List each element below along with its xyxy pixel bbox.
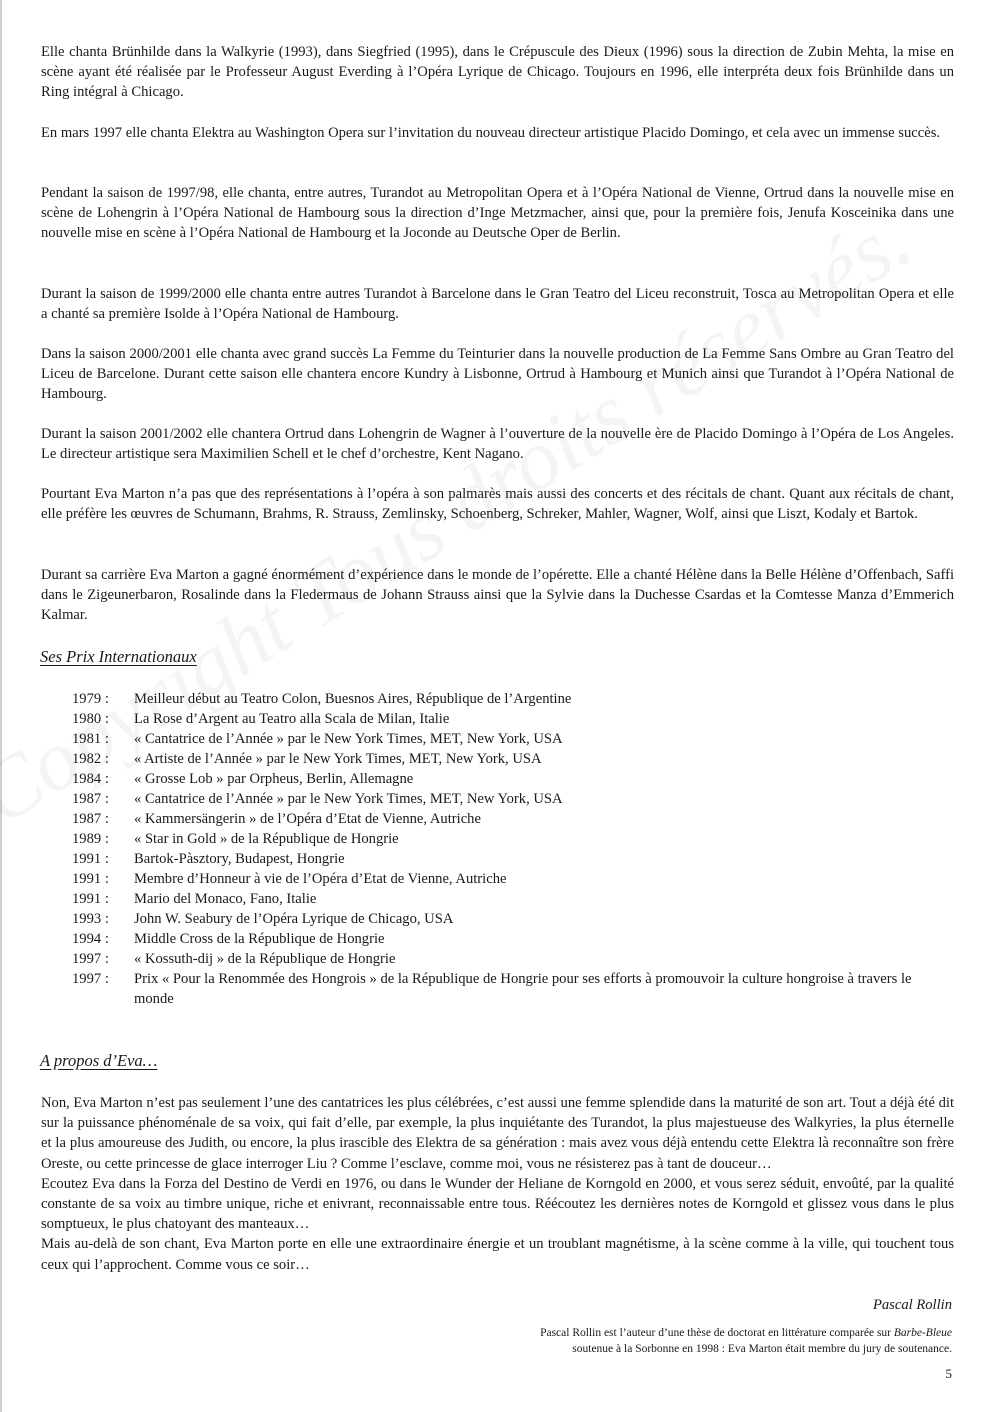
apropos-paragraph: Ecoutez Eva dans la Forza del Destino de Verdi en 1976, ou dans le Wunder der Heliane de Korngold en 2000, et vous serez séduit, envoûté, par la qualité constante de sa voix au timbre unique, riche et enivrant, reconnaissable entre tous. Réécoutez les dernières notes de Korngold et glissez vous dans le plus somptueux, le plus chatoyant des manteaux…	[41, 1175, 954, 1233]
paragraph-saison-2000: Dans la saison 2000/2001 elle chanta avec grand succès La Femme du Teinturier dans la nouvelle production de La Femme Sans Ombre au Gran Teatro del Liceu de Barcelone. Durant cette saison elle chantera encore Kundry à Lisbonne, Ortrud à Hambourg et Munich ainsi que Turandot à l’Opéra National de Hambourg.	[41, 346, 954, 403]
award-year: 1997 :	[72, 971, 109, 987]
award-year: 1997 :	[72, 951, 109, 967]
award-year: 1987 :	[72, 791, 109, 807]
paragraph-brunhilde: Elle chanta Brünhilde dans la Walkyrie (1993), dans Siegfried (1995), dans le Crépuscule des Dieux (1996) sous la direction de Zubin Mehta, la mise en scène ayant été réalisée par le Professeur August Everding à l’Opéra Lyrique de Chicago. Toujours en 1996, elle interpréta deux fois Brünhilde dans un Ring intégral à Chicago.	[41, 44, 954, 101]
award-text: Mario del Monaco, Fano, Italie	[134, 891, 317, 907]
paragraph-elektra: En mars 1997 elle chanta Elektra au Washington Opera sur l’invitation du nouveau directeur artistique Placido Domingo, et cela avec un immense succès.	[41, 125, 941, 141]
paragraph-saison-1999: Durant la saison de 1999/2000 elle chanta entre autres Turandot à Barcelone dans le Gran Teatro del Liceu reconstruit, Tosca au Metropolitan Opera et elle a chanté sa première Isolde à l’Opéra National de Hambourg.	[41, 286, 954, 323]
award-item	[72, 729, 912, 749]
page-number: 5	[945, 1366, 952, 1381]
award-text: Membre d’Honneur à vie de l’Opéra d’Etat de Vienne, Autriche	[134, 871, 507, 887]
award-year: 1989 :	[72, 831, 109, 847]
apropos-paragraph: Non, Eva Marton n’est pas seulement l’une des cantatrices les plus célébrées, c’est aussi une femme splendide dans la maturité de son art. Tout a déjà été dit sur la puissance phénoménale de sa voix, qui fait d’elle, par exemple, la plus inquiétante des Turandot, la plus majestueuse des Walkyries, la plus éternelle et la plus amoureuse des Judith, ou encore, la plus irascible des Elektra de sa génération : mais avez vous déjà entendu cette Elektra là reconnaître son frère Oreste, ou cette princesse de glace interroger Liu ? Comme l’esclave, comme moi, vous ne résisterez pas à tant de douceur…	[41, 1095, 954, 1172]
author-note	[352, 1325, 952, 1357]
author-note-text: Pascal Rollin est l’auteur d’une thèse de doctorat en littérature comparée sur	[540, 1327, 894, 1339]
award-text: « Kammersängerin » de l’Opéra d’Etat de Vienne, Autriche	[134, 811, 481, 827]
award-item	[72, 769, 912, 789]
award-year: 1981 :	[72, 731, 109, 747]
award-text: « Star in Gold » de la République de Hongrie	[134, 831, 399, 847]
award-year: 1991 :	[72, 871, 109, 887]
award-text: Bartok-Pàsztory, Budapest, Hongrie	[134, 851, 345, 867]
award-item	[72, 949, 912, 969]
award-item	[72, 889, 912, 909]
award-year: 1993 :	[72, 911, 109, 927]
award-year: 1991 :	[72, 891, 109, 907]
award-item	[72, 789, 912, 809]
award-item	[72, 809, 912, 829]
award-year: 1980 :	[72, 711, 109, 727]
apropos-heading: A propos d’Eva…	[40, 1051, 158, 1070]
award-year: 1984 :	[72, 771, 109, 787]
award-text: « Kossuth-dij » de la République de Hongrie	[134, 951, 396, 967]
award-text: « Cantatrice de l’Année » par le New York Times, MET, New York, USA	[134, 791, 563, 807]
award-text: « Cantatrice de l’Année » par le New York Times, MET, New York, USA	[134, 731, 563, 747]
paragraph-saison-2001: Durant la saison 2001/2002 elle chantera Ortrud dans Lohengrin de Wagner à l’ouverture de la nouvelle ère de Placido Domingo à l’Opéra de Los Angeles. Le directeur artistique sera Maximilien Schell et le chef d’orchestre, Kent Nagano.	[41, 426, 954, 463]
award-text: « Grosse Lob » par Orpheus, Berlin, Allemagne	[134, 771, 414, 787]
award-year: 1982 :	[72, 751, 109, 767]
apropos-paragraph: Mais au-delà de son chant, Eva Marton porte en elle une extraordinaire énergie et un troublant magnétisme, à la scène comme à la ville, qui touchent tous ceux qui l’approchent. Comme vous ce soir…	[41, 1236, 954, 1273]
award-item	[72, 849, 912, 869]
paragraph-recitals: Pourtant Eva Marton n’a pas que des représentations à l’opéra à son palmarès mais aussi des concerts et des récitals de chant. Quant aux récitals de chant, elle préfère les œuvres de Schumann, Brahms, R. Strauss, Zemlinsky, Schoenberg, Schreker, Mahler, Wagner, Wolf, ainsi que Liszt, Kodaly et Bartok.	[41, 486, 954, 523]
apropos-body	[41, 1093, 954, 1275]
author-signature: Pascal Rollin	[872, 1297, 952, 1313]
page-edge	[0, 0, 2, 1412]
award-text: Prix « Pour la Renommée des Hongrois » de la République de Hongrie pour ses efforts à promouvoir la culture hongroise à travers le monde	[134, 971, 912, 1007]
award-year: 1979 :	[72, 691, 109, 707]
award-text: Meilleur début au Teatro Colon, Buesnos Aires, République de l’Argentine	[134, 691, 572, 707]
award-year: 1987 :	[72, 811, 109, 827]
award-year: 1994 :	[72, 931, 109, 947]
award-year: 1991 :	[72, 851, 109, 867]
award-text: John W. Seabury de l’Opéra Lyrique de Chicago, USA	[134, 911, 454, 927]
award-item	[72, 689, 912, 709]
award-text: Middle Cross de la République de Hongrie	[134, 931, 385, 947]
award-item	[72, 709, 912, 729]
award-item	[72, 869, 912, 889]
award-text: « Artiste de l’Année » par le New York Times, MET, New York, USA	[134, 751, 542, 767]
awards-list	[72, 689, 912, 1009]
paragraph-saison-1997: Pendant la saison de 1997/98, elle chanta, entre autres, Turandot au Metropolitan Opera et à l’Opéra National de Vienne, Ortrud dans la nouvelle mise en scène de Lohengrin à l’Opéra National de Hambourg sous la direction d’Inge Metzmacher, ainsi que, pour la première fois, Jenufa Kosceinika dans une nouvelle mise en scène à l’Opéra National de Hambourg et la Joconde au Deutsche Oper de Berlin.	[41, 185, 954, 242]
award-item	[72, 929, 912, 949]
paragraph-operette: Durant sa carrière Eva Marton a gagné énormément d’expérience dans le monde de l’opérette. Elle a chanté Hélène dans la Belle Hélène d’Offenbach, Saffi dans le Zigeunerbaron, Rosalinde dans la Fledermaus de Johann Strauss ainsi que la Sylvie dans la Duchesse Csardas et la Comtesse Manza d’Emmerich Kalmar.	[41, 567, 954, 624]
author-note-title: Barbe-Bleue	[893, 1327, 952, 1339]
award-item	[72, 829, 912, 849]
author-note-text-2: soutenue à la Sorbonne en 1998 : Eva Marton était membre du jury de soutenance.	[572, 1343, 952, 1355]
prix-heading: Ses Prix Internationaux	[40, 647, 197, 666]
award-item	[72, 749, 912, 769]
award-item	[72, 909, 912, 929]
award-item	[72, 969, 912, 1009]
award-text: La Rose d’Argent au Teatro alla Scala de Milan, Italie	[134, 711, 450, 727]
